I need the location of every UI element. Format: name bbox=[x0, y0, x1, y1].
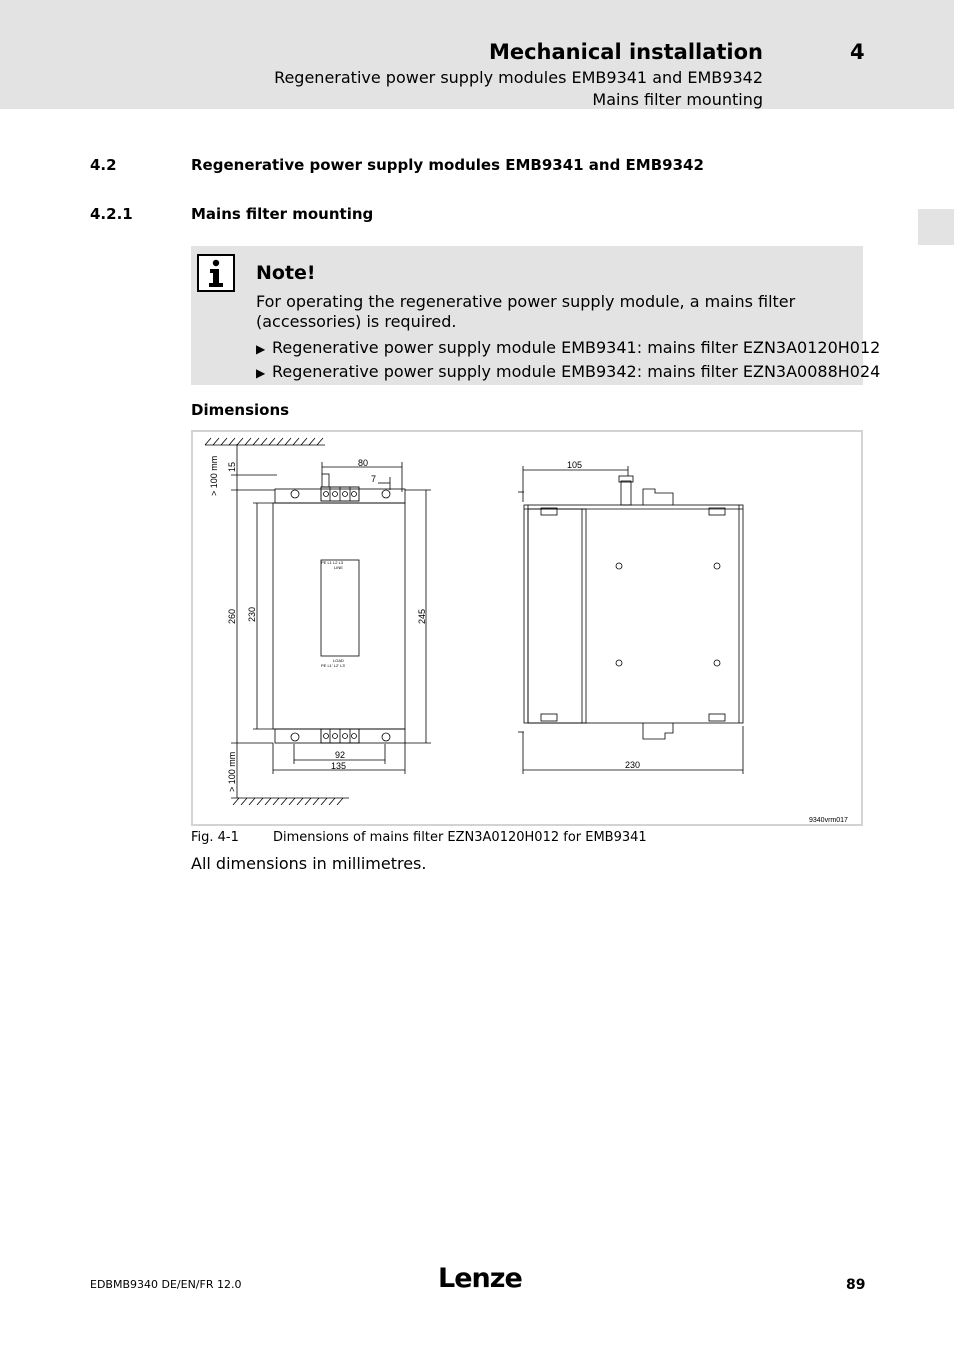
front-dimension-lines bbox=[231, 444, 431, 798]
page-number: 89 bbox=[846, 1277, 866, 1293]
header-subtitle: Regenerative power supply modules EMB9341 and EMB9342 bbox=[274, 68, 763, 87]
header-subtitle-2: Mains filter mounting bbox=[592, 90, 763, 109]
dim-7: 7 bbox=[371, 474, 377, 484]
terminal-label-top: PE L1 L2 L3 bbox=[321, 560, 344, 565]
note-bullet: ▶ Regenerative power supply module EMB9341: mains filter EZN3A0120H012 bbox=[256, 338, 881, 357]
dim-230-side: 230 bbox=[625, 760, 641, 770]
note-title: Note! bbox=[256, 262, 316, 284]
dim-260: 260 bbox=[227, 608, 237, 624]
clearance-top: > 100 mm bbox=[209, 455, 219, 496]
dim-105: 105 bbox=[567, 460, 583, 470]
bullet-arrow-icon: ▶ bbox=[256, 342, 266, 356]
subsection-title: Mains filter mounting bbox=[191, 205, 374, 223]
filter-side-view bbox=[518, 476, 743, 739]
clearance-bottom: > 100 mm bbox=[227, 751, 237, 792]
units-note: All dimensions in millimetres. bbox=[191, 854, 427, 873]
side-dimension-lines bbox=[523, 466, 743, 774]
dimensions-heading: Dimensions bbox=[191, 401, 290, 419]
note-text: For operating the regenerative power supply module, a mains filter (accessories) is required. bbox=[256, 292, 796, 331]
bullet-arrow-icon: ▶ bbox=[256, 366, 266, 380]
dim-245: 245 bbox=[417, 608, 427, 624]
note-bullet: ▶ Regenerative power supply module EMB9342: mains filter EZN3A0088H024 bbox=[256, 362, 881, 381]
section-title: Regenerative power supply modules EMB9341 and EMB9342 bbox=[191, 156, 704, 174]
dimension-drawing bbox=[191, 430, 863, 826]
dim-80: 80 bbox=[358, 458, 369, 468]
wall-hatch-top bbox=[205, 438, 325, 445]
note-box bbox=[191, 246, 881, 385]
section-number: 4.2 bbox=[90, 156, 117, 174]
filter-front-view bbox=[273, 474, 405, 743]
drawing-ref: 9340vrm017 bbox=[809, 817, 848, 824]
figure-number: Fig. 4-1 bbox=[191, 830, 239, 845]
info-icon bbox=[197, 254, 235, 292]
terminal-label-bottom: PE L1' L2' L3' bbox=[321, 663, 346, 668]
line-label: LINE bbox=[334, 565, 343, 570]
load-label: LOAD bbox=[333, 658, 344, 663]
page-title: Mechanical installation bbox=[488, 40, 763, 64]
dim-15: 15 bbox=[227, 461, 237, 472]
subsection-number: 4.2.1 bbox=[90, 205, 133, 223]
figure-caption: Dimensions of mains filter EZN3A0120H012 for EMB9341 bbox=[273, 830, 647, 845]
dim-92: 92 bbox=[335, 750, 346, 760]
header-band bbox=[0, 0, 954, 109]
lenze-logo: Lenze bbox=[438, 1263, 522, 1294]
chapter-tab-marker bbox=[918, 209, 954, 245]
dim-230-front: 230 bbox=[247, 606, 257, 622]
chapter-number: 4 bbox=[850, 40, 865, 64]
dim-135: 135 bbox=[331, 761, 347, 771]
wall-hatch-bottom bbox=[231, 798, 349, 805]
footer-document-id: EDBMB9340 DE/EN/FR 12.0 bbox=[90, 1278, 242, 1291]
